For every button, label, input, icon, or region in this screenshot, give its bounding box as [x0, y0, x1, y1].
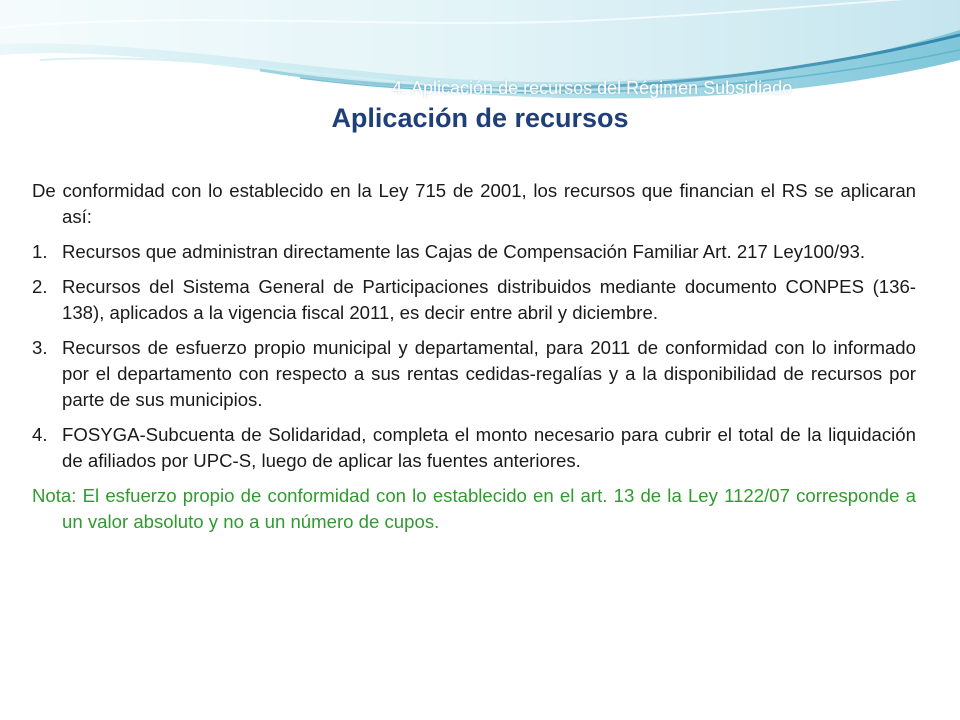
- list-item-number: 4.: [32, 424, 48, 445]
- list-item-text: Recursos que administran directamente las Cajas de Compensación Familiar Art. 217 Ley100/93.: [62, 241, 866, 262]
- slide-title: Aplicación de recursos: [331, 103, 629, 133]
- list-item: [32, 239, 916, 265]
- list-item: [32, 274, 916, 326]
- list-item: [32, 335, 916, 413]
- list-item-text: Recursos de esfuerzo propio municipal y departamental, para 2011 de conformidad con lo informado por el departamento con respecto a sus rentas cedidas-regalías y a la disponibilidad de recursos por parte de sus municipios.: [62, 337, 916, 410]
- body-content: [32, 178, 916, 535]
- list-item-text: FOSYGA-Subcuenta de Solidaridad, completa el monto necesario para cubrir el total de la liquidación de afiliados por UPC-S, luego de aplicar las fuentes anteriores.: [62, 424, 916, 471]
- list-item-number: 3.: [32, 337, 48, 358]
- list-item-number: 1.: [32, 241, 48, 262]
- section-subtitle: 4. Aplicación de recursos del Régimen Subsidiado: [392, 78, 793, 98]
- list-item: [32, 422, 916, 474]
- list-item-number: 2.: [32, 276, 48, 297]
- note-paragraph: Nota: El esfuerzo propio de conformidad con lo establecido en el art. 13 de la Ley 1122/07 corresponde a un valor absoluto y no a un número de cupos.: [32, 485, 916, 532]
- list-item-text: Recursos del Sistema General de Participaciones distribuidos mediante documento CONPES (136-138), aplicados a la vigencia fiscal 2011, es decir entre abril y diciembre.: [62, 276, 916, 323]
- intro-paragraph: De conformidad con lo establecido en la Ley 715 de 2001, los recursos que financian el RS se aplicaran así:: [32, 180, 916, 227]
